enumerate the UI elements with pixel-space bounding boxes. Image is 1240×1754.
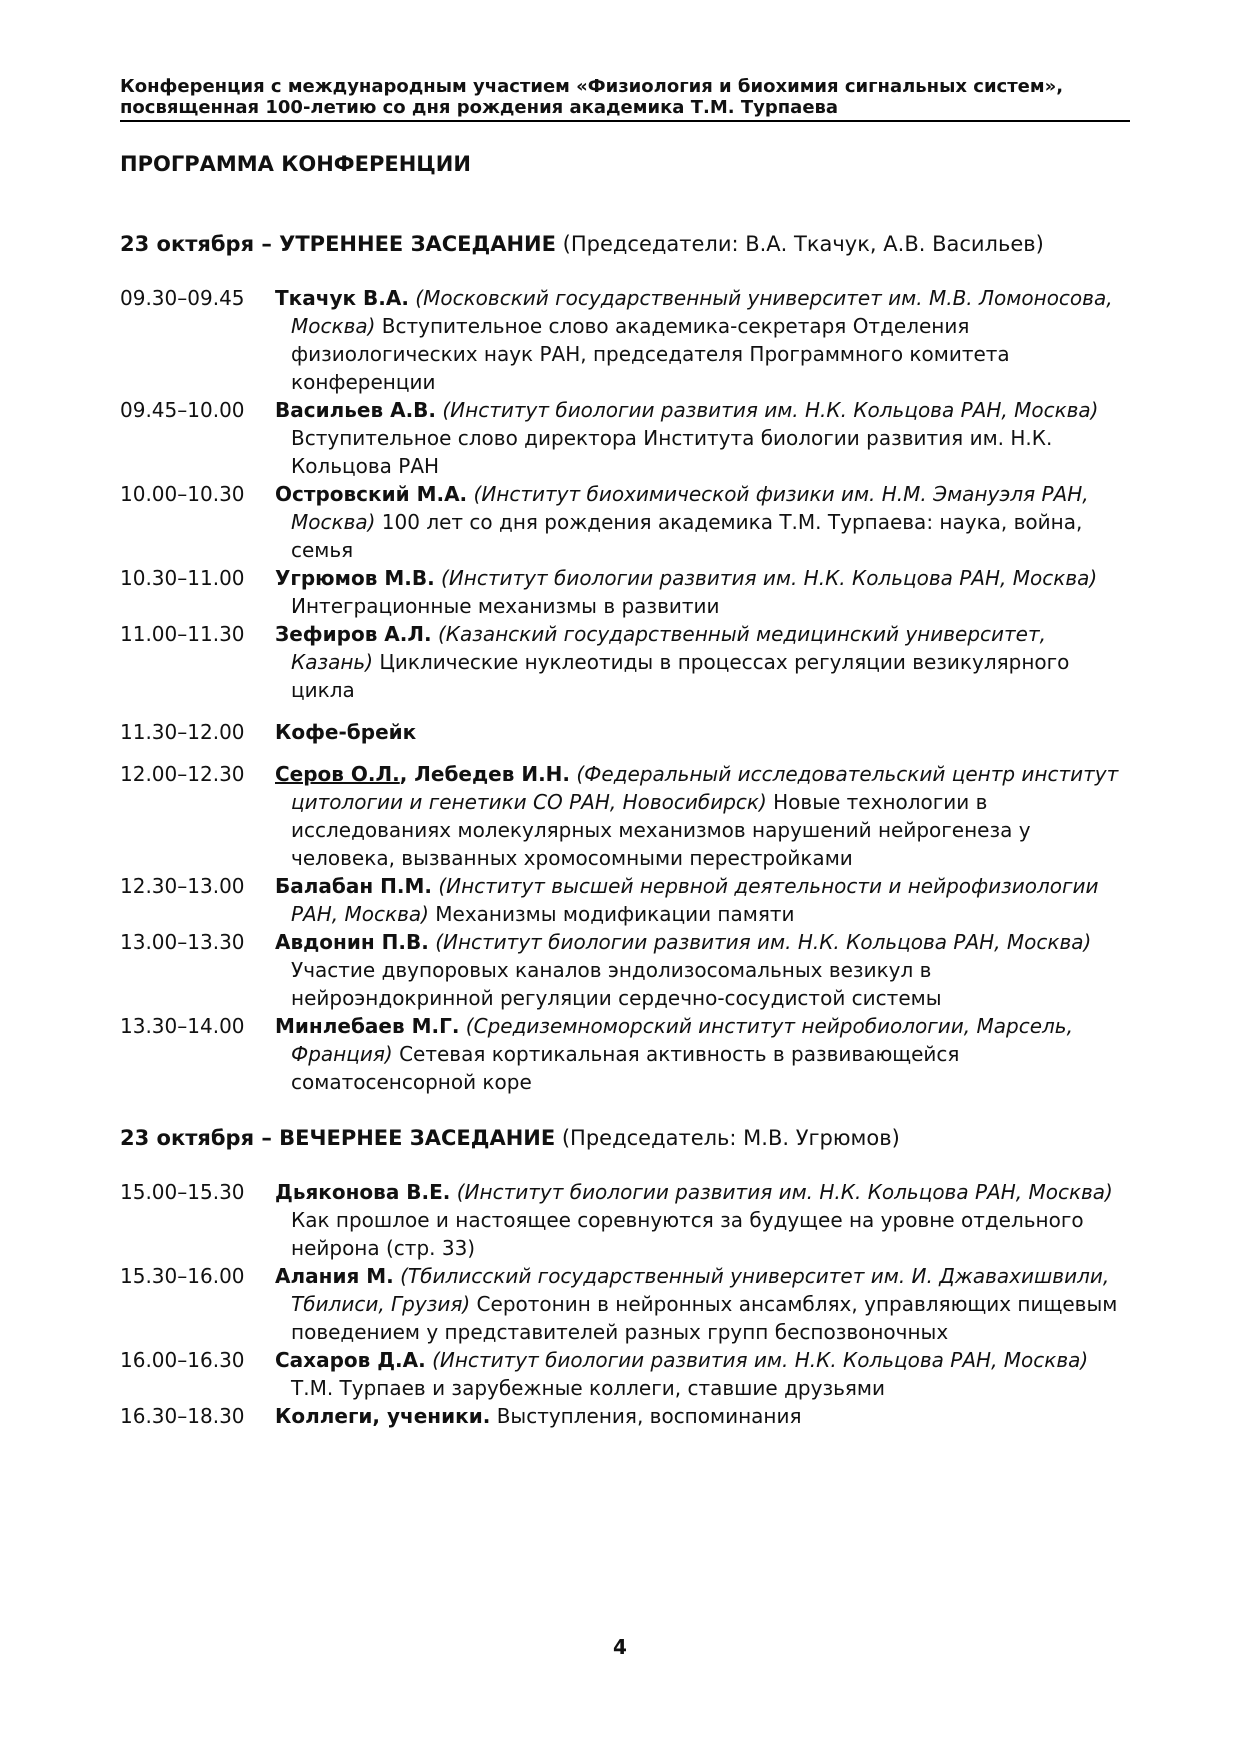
talk-affiliation: (Тбилисский государственный университет им. И. Джавахишвили, Тбилиси, Грузия) (291, 1264, 1110, 1316)
talk-time: 09.45–10.00 (120, 398, 245, 422)
talk-time: 16.30–18.30 (120, 1404, 245, 1428)
talk-author: Алания М. (275, 1264, 394, 1288)
talk-time: 10.00–10.30 (120, 482, 245, 506)
talk-author: Зефиров А.Л. (275, 622, 432, 646)
session-heading-text: 23 октября – УТРЕННЕЕ ЗАСЕДАНИЕ (120, 232, 556, 256)
talk-author: Сахаров Д.А. (275, 1348, 426, 1372)
talk-title: Циклические нуклеотиды в процессах регуляции везикулярного цикла (291, 650, 1070, 702)
talk-title: Вступительное слово директора Института биологии развития им. Н.К. Кольцова РАН (291, 426, 1053, 478)
page (120, 76, 1130, 1430)
talk-title: Как прошлое и настоящее соревнуются за будущее на уровне отдельного нейрона (стр. 33) (291, 1208, 1084, 1260)
talk-author: Минлебаев М.Г. (275, 1014, 460, 1038)
talk-affiliation: (Институт высшей нервной деятельности и нейрофизиологии РАН, Москва) (291, 874, 1099, 926)
talk-time: 10.30–11.00 (120, 566, 245, 590)
talk-item (120, 928, 1130, 1012)
page-number: 4 (613, 1635, 627, 1659)
talk-affiliation: (Институт биологии развития им. Н.К. Кольцова РАН, Москва) (442, 398, 1099, 422)
talk-item (120, 1346, 1130, 1402)
talk-author: Коллеги, ученики. (275, 1404, 491, 1428)
break-label: Кофе-брейк (275, 720, 417, 744)
talk-title: Выступления, воспоминания (496, 1404, 802, 1428)
talk-title: Новые технологии в исследованиях молекулярных механизмов нарушений нейрогенеза у человека, вызванных хромосомными перестройками (291, 790, 1031, 870)
talk-affiliation: (Институт биологии развития им. Н.К. Кольцова РАН, Москва) (456, 1180, 1113, 1204)
running-header (120, 76, 1130, 122)
talk-item (120, 872, 1130, 928)
talk-author: Васильев А.В. (275, 398, 437, 422)
break-time: 11.30–12.00 (120, 720, 245, 744)
talk-time: 16.00–16.30 (120, 1348, 245, 1372)
session-chairs: (Председатели: В.А. Ткачук, А.В. Васильев) (555, 232, 1044, 256)
talk-affiliation: (Средиземноморский институт нейробиологии, Марсель, Франция) (291, 1014, 1073, 1066)
talk-author: Авдонин П.В. (275, 930, 429, 954)
talk-item (120, 620, 1130, 704)
talk-time: 13.00–13.30 (120, 930, 245, 954)
talk-item (120, 564, 1130, 620)
talk-affiliation: (Институт биологии развития им. Н.К. Кольцова РАН, Москва) (432, 1348, 1089, 1372)
talk-list-morning-1 (120, 284, 1130, 704)
header-line-2: посвященная 100-летию со дня рождения академика Т.М. Турпаева (120, 97, 839, 118)
session-chairs: (Председатель: М.В. Угрюмов) (555, 1126, 900, 1150)
header-line-1: Конференция с международным участием «Физиология и биохимия сигнальных систем», (120, 76, 1064, 97)
talk-title: Серотонин в нейронных ансамблях, управляющих пищевым поведением у представителей разных групп беспозвоночных (291, 1292, 1118, 1344)
talk-title: Интеграционные механизмы в развитии (291, 594, 720, 618)
talk-list-evening (120, 1178, 1130, 1430)
talk-item (120, 1402, 1130, 1430)
talk-item (120, 284, 1130, 396)
talk-title: Вступительное слово академика-секретаря Отделения физиологических наук РАН, председателя Программного комитета конференции (291, 314, 1010, 394)
talk-affiliation: (Московский государственный университет им. М.В. Ломоносова, Москва) (291, 286, 1113, 338)
talk-affiliation: (Казанский государственный медицинский университет, Казань) (291, 622, 1046, 674)
coffee-break (120, 718, 1130, 746)
talk-list-morning-2 (120, 760, 1130, 1096)
session-heading-evening (120, 1124, 1130, 1152)
talk-author-presenter: Серов О.Л. (275, 762, 400, 786)
talk-item (120, 480, 1130, 564)
talk-affiliation: (Институт биологии развития им. Н.К. Кольцова РАН, Москва) (441, 566, 1098, 590)
talk-title: Участие двупоровых каналов эндолизосомальных везикул в нейроэндокринной регуляции сердечно-сосудистой системы (291, 958, 942, 1010)
talk-item (120, 396, 1130, 480)
talk-item (120, 1262, 1130, 1346)
talk-time: 12.30–13.00 (120, 874, 245, 898)
talk-time: 15.30–16.00 (120, 1264, 245, 1288)
session-heading-morning (120, 230, 1130, 258)
talk-time: 15.00–15.30 (120, 1180, 245, 1204)
talk-author: Островский М.А. (275, 482, 468, 506)
talk-time: 09.30–09.45 (120, 286, 245, 310)
talk-time: 12.00–12.30 (120, 762, 245, 786)
talk-affiliation: (Федеральный исследовательский центр институт цитологии и генетики СО РАН, Новосибирск) (291, 762, 1119, 814)
program-title: ПРОГРАММА КОНФЕРЕНЦИИ (120, 152, 471, 176)
talk-time: 13.30–14.00 (120, 1014, 245, 1038)
talk-item (120, 760, 1130, 872)
talk-affiliation: (Институт биологии развития им. Н.К. Кольцова РАН, Москва) (435, 930, 1092, 954)
talk-time: 11.00–11.30 (120, 622, 245, 646)
talk-title: Механизмы модификации памяти (435, 902, 795, 926)
talk-author: , Лебедев И.Н. (399, 762, 571, 786)
talk-item (120, 1178, 1130, 1262)
talk-title: Т.М. Турпаев и зарубежные коллеги, ставшие друзьями (291, 1376, 885, 1400)
talk-author: Угрюмов М.В. (275, 566, 435, 590)
talk-author: Ткачук В.А. (275, 286, 409, 310)
talk-author: Балабан П.М. (275, 874, 432, 898)
session-heading-text: 23 октября – ВЕЧЕРНЕЕ ЗАСЕДАНИЕ (120, 1126, 556, 1150)
talk-author: Дьяконова В.Е. (275, 1180, 451, 1204)
talk-title: 100 лет со дня рождения академика Т.М. Турпаева: наука, война, семья (291, 510, 1083, 562)
talk-affiliation: (Институт биохимической физики им. Н.М. Эмануэля РАН, Москва) (291, 482, 1089, 534)
talk-item (120, 1012, 1130, 1096)
talk-title: Сетевая кортикальная активность в развивающейся соматосенсорной коре (291, 1042, 960, 1094)
